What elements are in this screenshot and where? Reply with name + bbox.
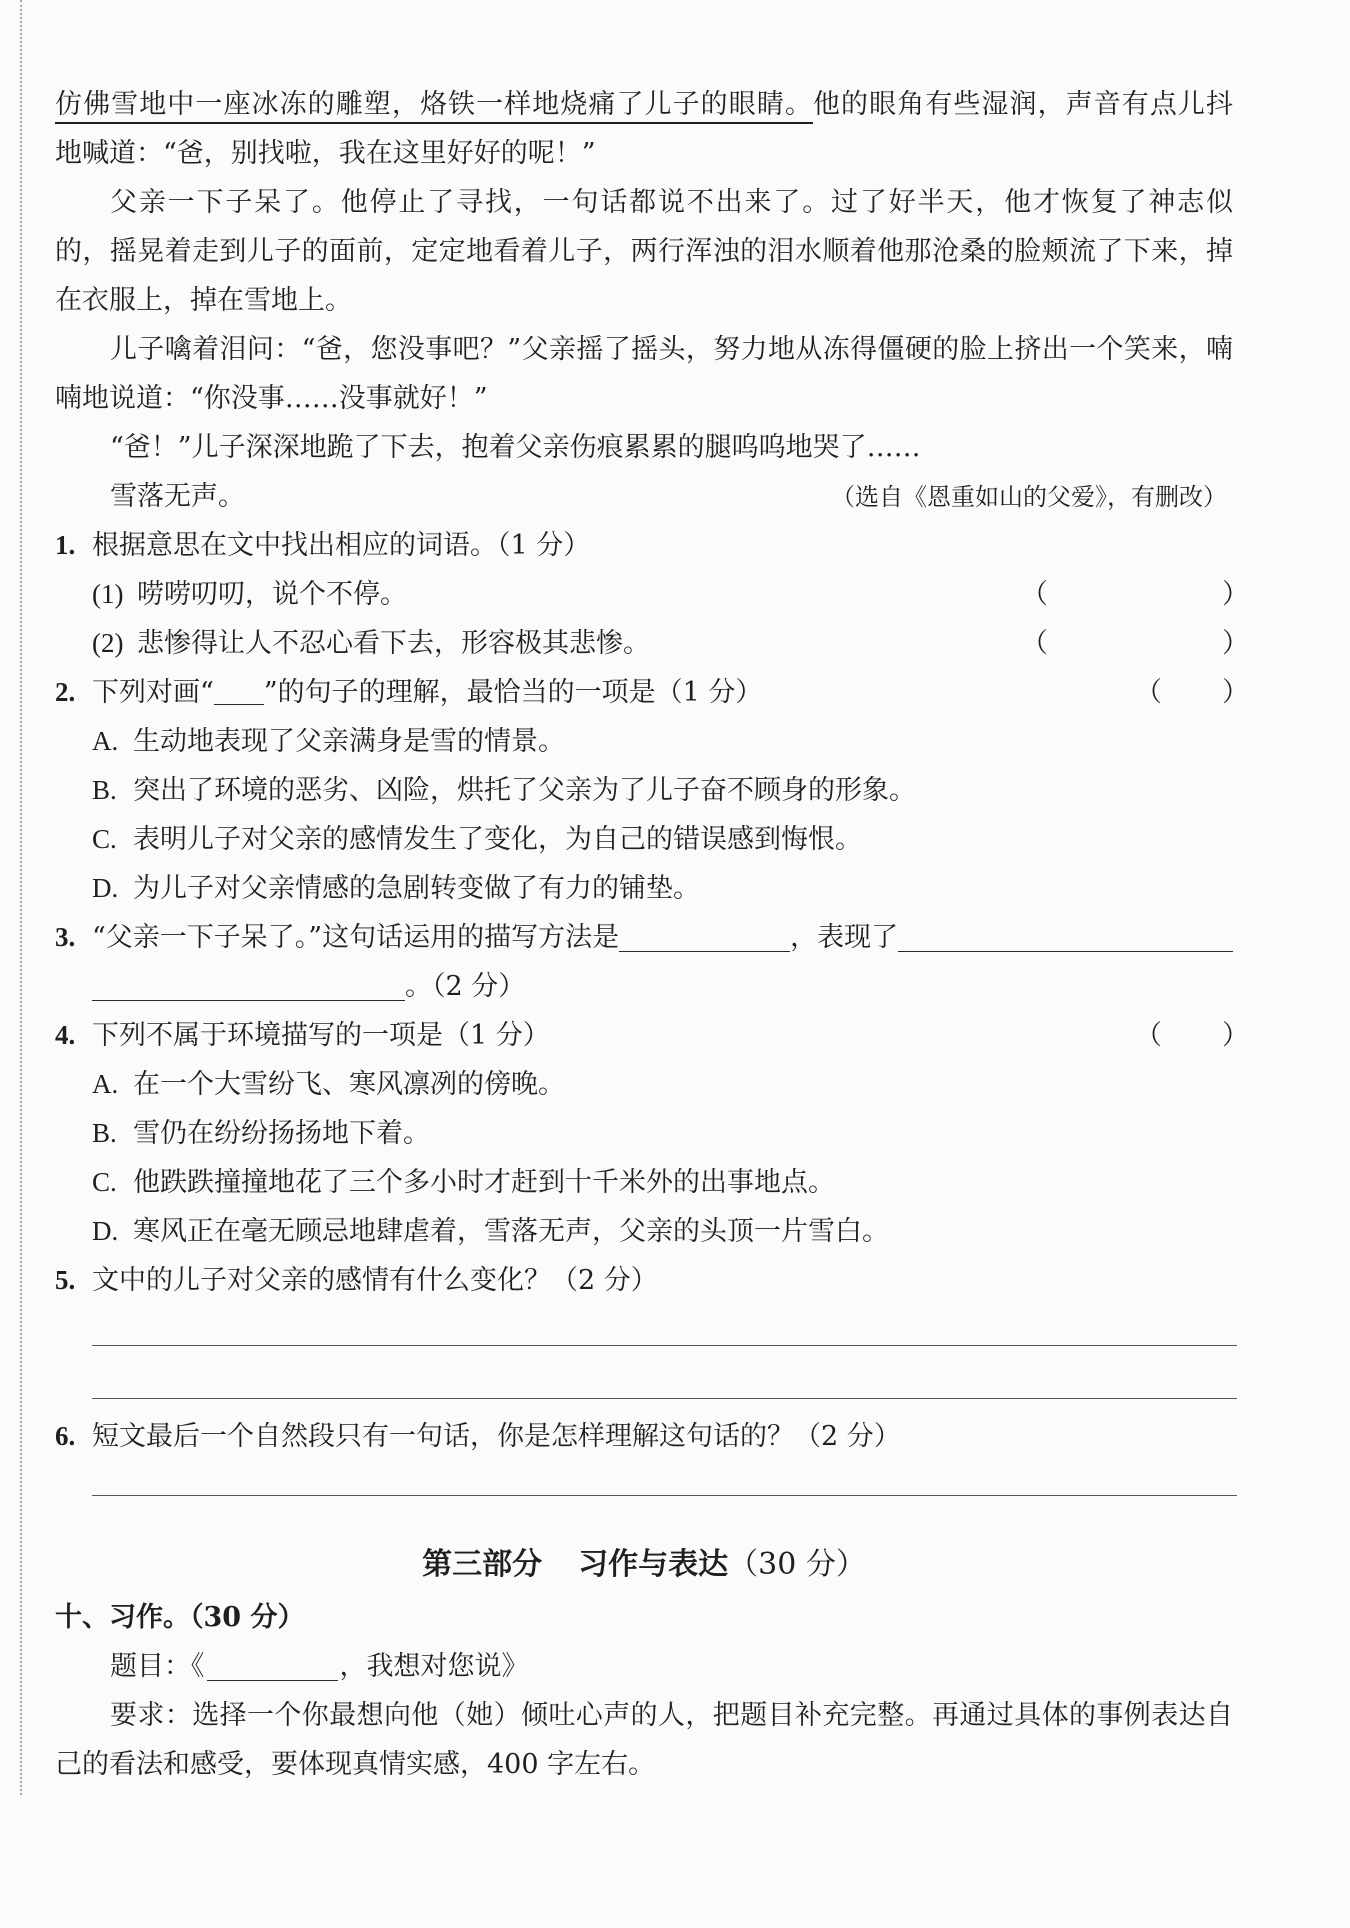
item-text: 悲惨得让人不忍心看下去，形容极其悲惨。 (137, 628, 650, 659)
source-citation: （选自《恩重如山的父爱》，有删改） (831, 485, 1227, 511)
option-c (55, 815, 1233, 864)
option-d (55, 864, 1233, 913)
passage-text: 雪落无声。 (110, 481, 245, 512)
question-text: 下列对画“ (92, 677, 214, 708)
passage-line (55, 129, 1233, 178)
requirement-line (55, 1740, 1233, 1789)
question-text: ，表现了 (790, 922, 899, 953)
passage-line (55, 227, 1233, 276)
question-text: 文中的儿子对父亲的感情有什么变化？（2 分） (92, 1265, 658, 1296)
topic-text: ，我想对您说》 (339, 1651, 529, 1682)
option-d (55, 1207, 1233, 1256)
underlined-sentence: 仿佛雪地中一座冰冻的雕塑，烙铁一样地烧痛了儿子的眼睛。 (55, 89, 813, 120)
question-6 (55, 1412, 1233, 1461)
option-label: A. (92, 726, 119, 756)
requirement-text: 要求：选择一个你最想向他（她）倾吐心声的人，把题目补充完整。再通过具体的事例表达自 (110, 1700, 1233, 1731)
question-number: 2. (55, 677, 76, 707)
option-text: 为儿子对父亲情感的急剧转变做了有力的铺垫。 (133, 873, 700, 904)
bracket-close: ） (1222, 579, 1249, 610)
question-number: 3. (55, 922, 76, 952)
question-text: ”的句子的理解，最恰当的一项是（1 分） (263, 677, 763, 708)
bracket-close: ） (1222, 628, 1249, 659)
option-label: C. (92, 824, 117, 854)
question-text: 下列不属于环境描写的一项是（1 分） (92, 1020, 550, 1051)
part-score: （30 分） (728, 1547, 866, 1582)
option-label: B. (92, 775, 117, 805)
option-text: 突出了环境的恶劣、凶险，烘托了父亲为了儿子奋不顾身的形象。 (133, 775, 916, 806)
option-label: D. (92, 873, 119, 903)
passage-text: 儿子噙着泪问：“爸，您没事吧？”父亲摇了摇头，努力地从冻得僵硬的脸上挤出一个笑来，喃 (110, 334, 1233, 365)
question-5 (55, 1256, 1233, 1305)
question-1 (55, 521, 1233, 570)
composition-heading (55, 1593, 1233, 1642)
question-number: 6. (55, 1421, 76, 1451)
question-4 (55, 1011, 1249, 1060)
answer-blank (898, 951, 1233, 952)
question-1-item-1 (55, 570, 1249, 619)
question-text: 。（2 分） (405, 971, 526, 1002)
passage-line (55, 325, 1233, 374)
passage-text: 在衣服上，掉在雪地上。 (55, 285, 352, 316)
item-label: (2) (92, 628, 124, 658)
option-text: 表明儿子对父亲的感情发生了变化，为自己的错误感到悔恨。 (133, 824, 862, 855)
answer-bracket (1021, 619, 1249, 668)
question-text: 短文最后一个自然段只有一句话，你是怎样理解这句话的？（2 分） (92, 1421, 901, 1452)
option-a (55, 1060, 1233, 1109)
question-3 (55, 913, 1233, 962)
part-3-title (55, 1540, 1233, 1589)
answer-line (92, 1398, 1237, 1399)
answer-blank (92, 1000, 405, 1001)
bracket-close: ） (1222, 677, 1249, 708)
passage-line (55, 374, 1233, 423)
option-text: 生动地表现了父亲满身是雪的情景。 (133, 726, 565, 757)
binding-margin-line (20, 0, 22, 1795)
exam-page (55, 80, 1249, 1789)
passage-text: 父亲一下子呆了。他停止了寻找，一句话都说不出来了。过了好半天，他才恢复了神志似 (110, 187, 1233, 218)
passage-text: “爸！”儿子深深地跪了下去，抱着父亲伤痕累累的腿呜呜地哭了…… (110, 432, 921, 463)
topic-blank (207, 1680, 338, 1681)
question-number: 5. (55, 1265, 76, 1295)
question-text: “父亲一下子呆了。”这句话运用的描写方法是 (92, 922, 620, 953)
passage-line (55, 423, 1233, 472)
requirement-line (55, 1691, 1233, 1740)
reading-passage (55, 80, 1233, 521)
question-2 (55, 668, 1249, 717)
option-a (55, 717, 1233, 766)
passage-text: 喃地说道：“你没事……没事就好！” (55, 383, 488, 414)
option-b (55, 766, 1233, 815)
bracket-close: ） (1222, 1020, 1249, 1051)
topic-line (55, 1642, 1233, 1691)
passage-text: 地喊道：“爸，别找啦，我在这里好好的呢！” (55, 138, 596, 169)
question-text: 根据意思在文中找出相应的词语。（1 分） (92, 530, 591, 561)
bracket-open: （ (1135, 1020, 1162, 1051)
passage-line (55, 80, 1233, 129)
option-label: D. (92, 1216, 119, 1246)
part-name: 习作与表达 (578, 1547, 729, 1582)
question-3-continued (55, 962, 1233, 1011)
bracket-open: （ (1135, 677, 1162, 708)
option-label: C. (92, 1167, 117, 1197)
item-text: 唠唠叨叨，说个不停。 (137, 579, 407, 610)
option-c (55, 1158, 1233, 1207)
part-label: 第三部分 (422, 1547, 543, 1582)
composition-title: 十、习作。 (55, 1602, 190, 1633)
option-text: 在一个大雪纷飞、寒风凛冽的傍晚。 (133, 1069, 565, 1100)
answer-bracket (1021, 570, 1249, 619)
passage-text: 的，摇晃着走到儿子的面前，定定地看着儿子，两行浑浊的泪水顺着他那沧桑的脸颊流了下来，掉 (55, 236, 1233, 267)
option-label: A. (92, 1069, 119, 1099)
passage-text: 他的眼角有些湿润，声音有点儿抖 (812, 89, 1234, 120)
question-1-item-2 (55, 619, 1249, 668)
passage-line (55, 178, 1233, 227)
topic-text: 题目：《 (110, 1651, 205, 1682)
answer-line (92, 1495, 1237, 1496)
underline-mark (214, 704, 264, 705)
answer-bracket (1135, 1011, 1249, 1060)
option-text: 寒风正在毫无顾忌地肆虐着，雪落无声，父亲的头顶一片雪白。 (133, 1216, 889, 1247)
requirement-text: 己的看法和感受，要体现真情实感，400 字左右。 (55, 1749, 656, 1780)
option-text: 雪仍在纷纷扬扬地下着。 (133, 1118, 430, 1149)
answer-bracket (1135, 668, 1249, 717)
item-label: (1) (92, 579, 124, 609)
bracket-open: （ (1021, 628, 1048, 659)
bracket-open: （ (1021, 579, 1048, 610)
passage-line (55, 472, 1233, 521)
question-number: 1. (55, 530, 76, 560)
composition-score: （30 分） (190, 1602, 305, 1633)
answer-blank (619, 951, 790, 952)
answer-line (92, 1345, 1237, 1346)
passage-line (55, 276, 1233, 325)
question-number: 4. (55, 1020, 76, 1050)
option-b (55, 1109, 1233, 1158)
option-label: B. (92, 1118, 117, 1148)
option-text: 他跌跌撞撞地花了三个多小时才赶到十千米外的出事地点。 (133, 1167, 835, 1198)
